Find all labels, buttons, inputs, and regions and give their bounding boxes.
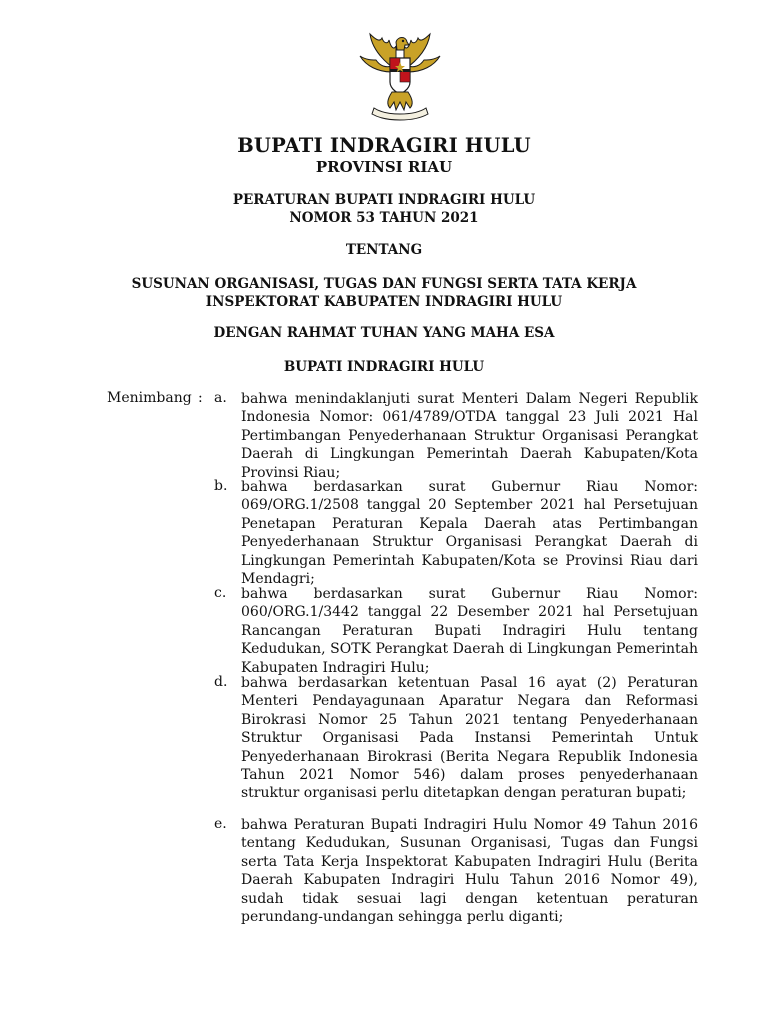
item-text: bahwa menindaklanjuti surat Menteri Dalam Negeri Republik Indonesia Nomor: 061/4789/OTDA tanggal 23 Juli 2021 Hal Pertimbangan Penyederhanaan Struktur Organisasi Perangkat Daerah di Lingkungan Pemerintah Daerah Kabupaten/Kota Provinsi Riau; [241, 391, 698, 481]
item-letter: d. [214, 674, 228, 690]
subject-line-2: INSPEKTORAT KABUPATEN INDRAGIRI HULU [205, 294, 563, 310]
item-letter: b. [214, 478, 228, 494]
province-heading: PROVINSI RIAU [315, 158, 453, 176]
regulation-number: NOMOR 53 TAHUN 2021 [289, 210, 479, 226]
signatory-heading: BUPATI INDRAGIRI HULU [283, 359, 485, 375]
considering-colon: : [198, 390, 203, 406]
item-text: bahwa berdasarkan ketentuan Pasal 16 ayat (2) Peraturan Menteri Pendayagunaan Aparatur Negara dan Reformasi Birokrasi Nomor 25 Tahun 2021 tentang Penyederhanaan Struktur Organisasi Pada Instansi Pemerintah Untuk Penyederhanaan Birokrasi (Berita Negara Republik Indonesia Tahun 2021 Nomor 546) dalam proses penyederhanaan struktur organisasi perlu ditetapkan dengan peraturan bupati; [241, 675, 698, 802]
item-text: bahwa berdasarkan surat Gubernur Riau Nomor: 060/ORG.1/3442 tanggal 22 Desember 2021 hal Persetujuan Rancangan Peraturan Bupati Indragiri Hulu tentang Kedudukan, SOTK Perangkat Daerah di Lingkungan Pemerintah Kabupaten Indragiri Hulu; [241, 586, 698, 676]
item-letter: c. [214, 585, 227, 601]
considering-label: Menimbang [107, 390, 192, 406]
authority-heading: BUPATI INDRAGIRI HULU [237, 134, 531, 157]
item-letter: a. [214, 390, 227, 406]
item-text: bahwa berdasarkan surat Gubernur Riau Nomor: 069/ORG.1/2508 tanggal 20 September 2021 hal Persetujuan Penetapan Peraturan Kepala Daerah atas Pertimbangan Penyederhanaan Struktur Organisasi Perangkat Daerah di Lingkungan Pemerintah Kabupaten/Kota se Provinsi Riau dari Mendagri; [241, 479, 698, 588]
garuda-pancasila-emblem-icon [352, 30, 448, 122]
subject-line-1: SUSUNAN ORGANISASI, TUGAS DAN FUNGSI SERTA TATA KERJA [131, 276, 637, 292]
item-letter: e. [214, 816, 227, 832]
regulation-title: PERATURAN BUPATI INDRAGIRI HULU [232, 192, 536, 208]
invocation-heading: DENGAN RAHMAT TUHAN YANG MAHA ESA [213, 325, 555, 341]
item-text: bahwa Peraturan Bupati Indragiri Hulu Nomor 49 Tahun 2016 tentang Kedudukan, Susunan Organisasi, Tugas dan Fungsi serta Tata Kerja Inspektorat Kabupaten Indragiri Hulu (Berita Daerah Kabupaten Indragiri Hulu Tahun 2016 Nomor 49), sudah tidak sesuai lagi dengan ketentuan peraturan perundang-undangan sehingga perlu diganti; [241, 817, 698, 926]
about-heading: TENTANG [345, 242, 423, 258]
